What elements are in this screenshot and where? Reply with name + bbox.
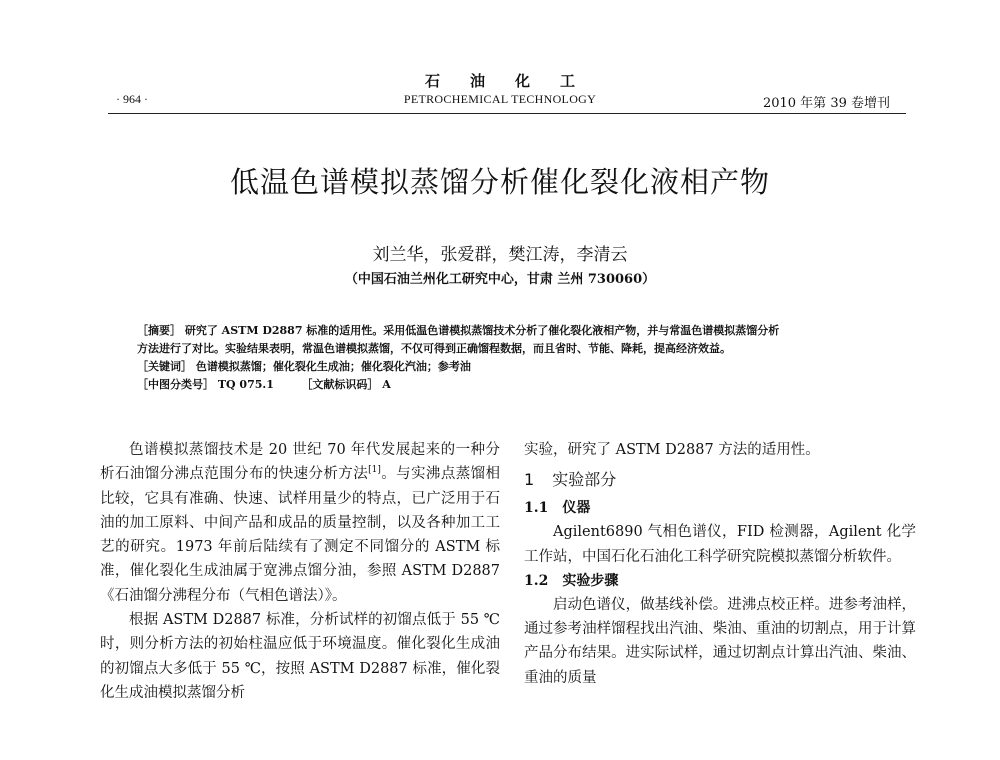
- page-number: · 964 ·: [116, 92, 148, 106]
- citation-ref: [1]: [368, 465, 381, 476]
- classification: ［中图分类号］ TQ 075.1 ［文献标识码］ A: [137, 378, 391, 391]
- abstract-line: ［摘要］ 研究了 ASTM D2887 标准的适用性。采用低温色谱模拟蒸馏技术分析了催化裂化液相产物，并与常温色谱模拟蒸馏分析: [137, 324, 780, 337]
- article-title: 低温色谱模拟蒸馏分析催化裂化液相产物: [229, 165, 770, 199]
- paragraph: Agilent6890 气相色谱仪，FID 检测器，Agilent 化学工作站，中国石化石油化工科学研究院模拟蒸馏分析软件。: [524, 524, 916, 565]
- header-rule: [108, 113, 906, 114]
- paragraph: 根据 ASTM D2887 标准，分析试样的初馏点低于 55 ℃时，则分析方法的初始柱温应低于环境温度。催化裂化生成油的初馏点大多低于 55 ℃，按照 ASTM D2887 标准，催化裂化生成油模拟蒸馏分析: [100, 612, 500, 701]
- issue-info: 2010 年第 39 卷增刊: [762, 96, 890, 111]
- subsection-heading: 1.1 仪器: [524, 500, 591, 517]
- paragraph: 启动色谱仪，做基线补偿。进沸点校正样。进参考油样，通过参考油样馏程找出汽油、柴油、重油的切割点，用于计算产品分布结果。进实际试样，通过切割点计算出汽油、柴油、重油的质量: [524, 596, 916, 686]
- section-heading: 1 实验部分: [524, 470, 617, 490]
- abstract-line: 方法进行了对比。实验结果表明，常温色谱模拟蒸馏，不仅可得到正确馏程数据，而且省时、节能、降耗，提高经济效益。: [137, 342, 731, 355]
- author-list: 刘兰华，张爱群，樊江涛，李清云: [372, 245, 628, 265]
- left-column: [100, 438, 500, 705]
- abstract-block: [137, 322, 897, 394]
- paragraph: 实验，研究了 ASTM D2887 方法的适用性。: [524, 442, 820, 458]
- journal-name-cn: 石油化工: [424, 72, 605, 90]
- affiliation: （中国石油兰州化工研究中心，甘肃 兰州 730060）: [344, 272, 656, 287]
- subsection-heading: 1.2 实验步骤: [524, 572, 619, 589]
- journal-name-en: PETROCHEMICAL TECHNOLOGY: [403, 92, 597, 106]
- paragraph: 色谱模拟蒸馏技术是 20 世纪 70 年代发展起来的一种分析石油馏分沸点范围分布的快速分析方法[1]。与实沸点蒸馏相比较，它具有准确、快速、试样用量少的特点，已广泛用于石油的加工原料、中间产品和成品的质量控制，以及各种加工工艺的研究。1973 年前后陆续有了测定不同馏分的 ASTM 标准，催化裂化生成油属于宽沸点馏分油，参照 ASTM D2887《石油馏分沸程分布（气相色谱法）》。: [100, 442, 501, 604]
- right-column: [524, 438, 916, 690]
- keywords: ［关键词］ 色谱模拟蒸馏；催化裂化生成油；催化裂化汽油；参考油: [137, 360, 471, 373]
